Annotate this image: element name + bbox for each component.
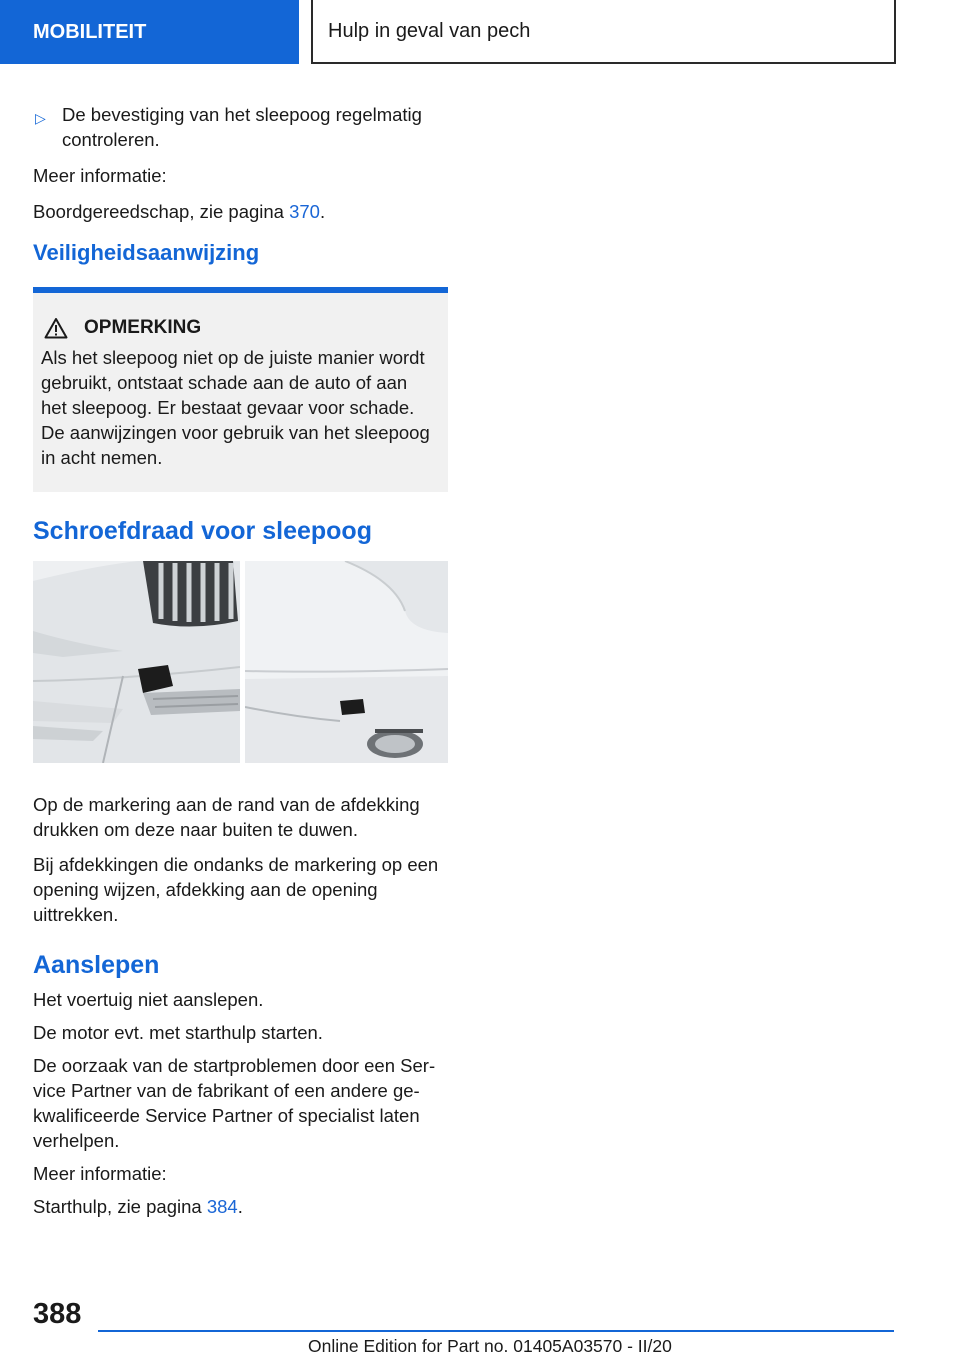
- tow-eye-cover-photos: [33, 561, 448, 763]
- warning-triangle-icon: [44, 317, 68, 339]
- heading-towing: Aanslepen: [33, 951, 160, 979]
- more-info-label: Meer informatie:: [33, 165, 167, 186]
- thread-paragraph-2: Bij afdekkingen die ondanks de markering op een opening wijzen, afdekking aan de opening uittrekken.: [33, 854, 439, 925]
- page-link-370[interactable]: 370: [289, 201, 320, 222]
- towing-cross-reference-text: Starthulp, zie pagina: [33, 1196, 202, 1217]
- page-number: 388: [33, 1298, 82, 1330]
- cross-reference-text: Boordgereedschap, zie pagina: [33, 201, 284, 222]
- rear-bumper-photo: [245, 561, 448, 763]
- towing-more-info-label: Meer informatie:: [33, 1163, 167, 1184]
- front-bumper-photo: [33, 561, 240, 763]
- bullet-text: De bevestiging van het sleepoog regelmatig controleren.: [62, 104, 422, 150]
- page-link-384[interactable]: 384: [206, 1196, 238, 1217]
- cross-reference-suffix: .: [319, 201, 326, 222]
- notice-title-row: [41, 317, 438, 339]
- thread-paragraph-1: Op de markering aan de rand van de afdekking drukken om deze naar buiten te duwen.: [33, 794, 420, 840]
- heading-thread: Schroefdraad voor sleepoog: [33, 517, 372, 545]
- rear-bumper-illustration: [245, 561, 448, 763]
- notice-box: [33, 287, 448, 492]
- towing-cross-reference-suffix: .: [237, 1196, 243, 1217]
- footer-edition-text: Online Edition for Part no. 01405A03570 - II/20: [308, 1336, 672, 1356]
- page-content: [33, 102, 448, 1219]
- notice-body: Als het sleepoog niet op de juiste manier wordt gebruikt, ontstaat schade aan de auto of aan het sleepoog. Er bestaat gevaar voor schade. De aanwijzingen voor gebruik van het sleepoog in acht nemen.: [41, 347, 430, 468]
- heading-safety: Veiligheidsaanwijzing: [33, 240, 260, 265]
- triangle-right-icon: ▷: [35, 110, 46, 126]
- towing-cross-reference: [33, 1194, 448, 1219]
- footer-divider: [98, 1330, 894, 1332]
- header-chapter-title: Hulp in geval van pech: [311, 0, 896, 64]
- towing-paragraph-3: De oorzaak van de startproblemen door een Service Partner van de fabrikant of een andere gekwalificeerde Service Partner of specialist laten verhelpen.: [33, 1055, 436, 1151]
- towing-paragraph-2: De motor evt. met starthulp starten.: [33, 1022, 323, 1043]
- notice-title: OPMERKING: [84, 317, 202, 338]
- towing-paragraph-1: Het voertuig niet aanslepen.: [33, 989, 264, 1010]
- cross-reference: [33, 199, 448, 224]
- front-bumper-illustration: [33, 561, 240, 763]
- bullet-item: [33, 102, 448, 152]
- header-section-label: MOBILITEIT: [0, 0, 299, 64]
